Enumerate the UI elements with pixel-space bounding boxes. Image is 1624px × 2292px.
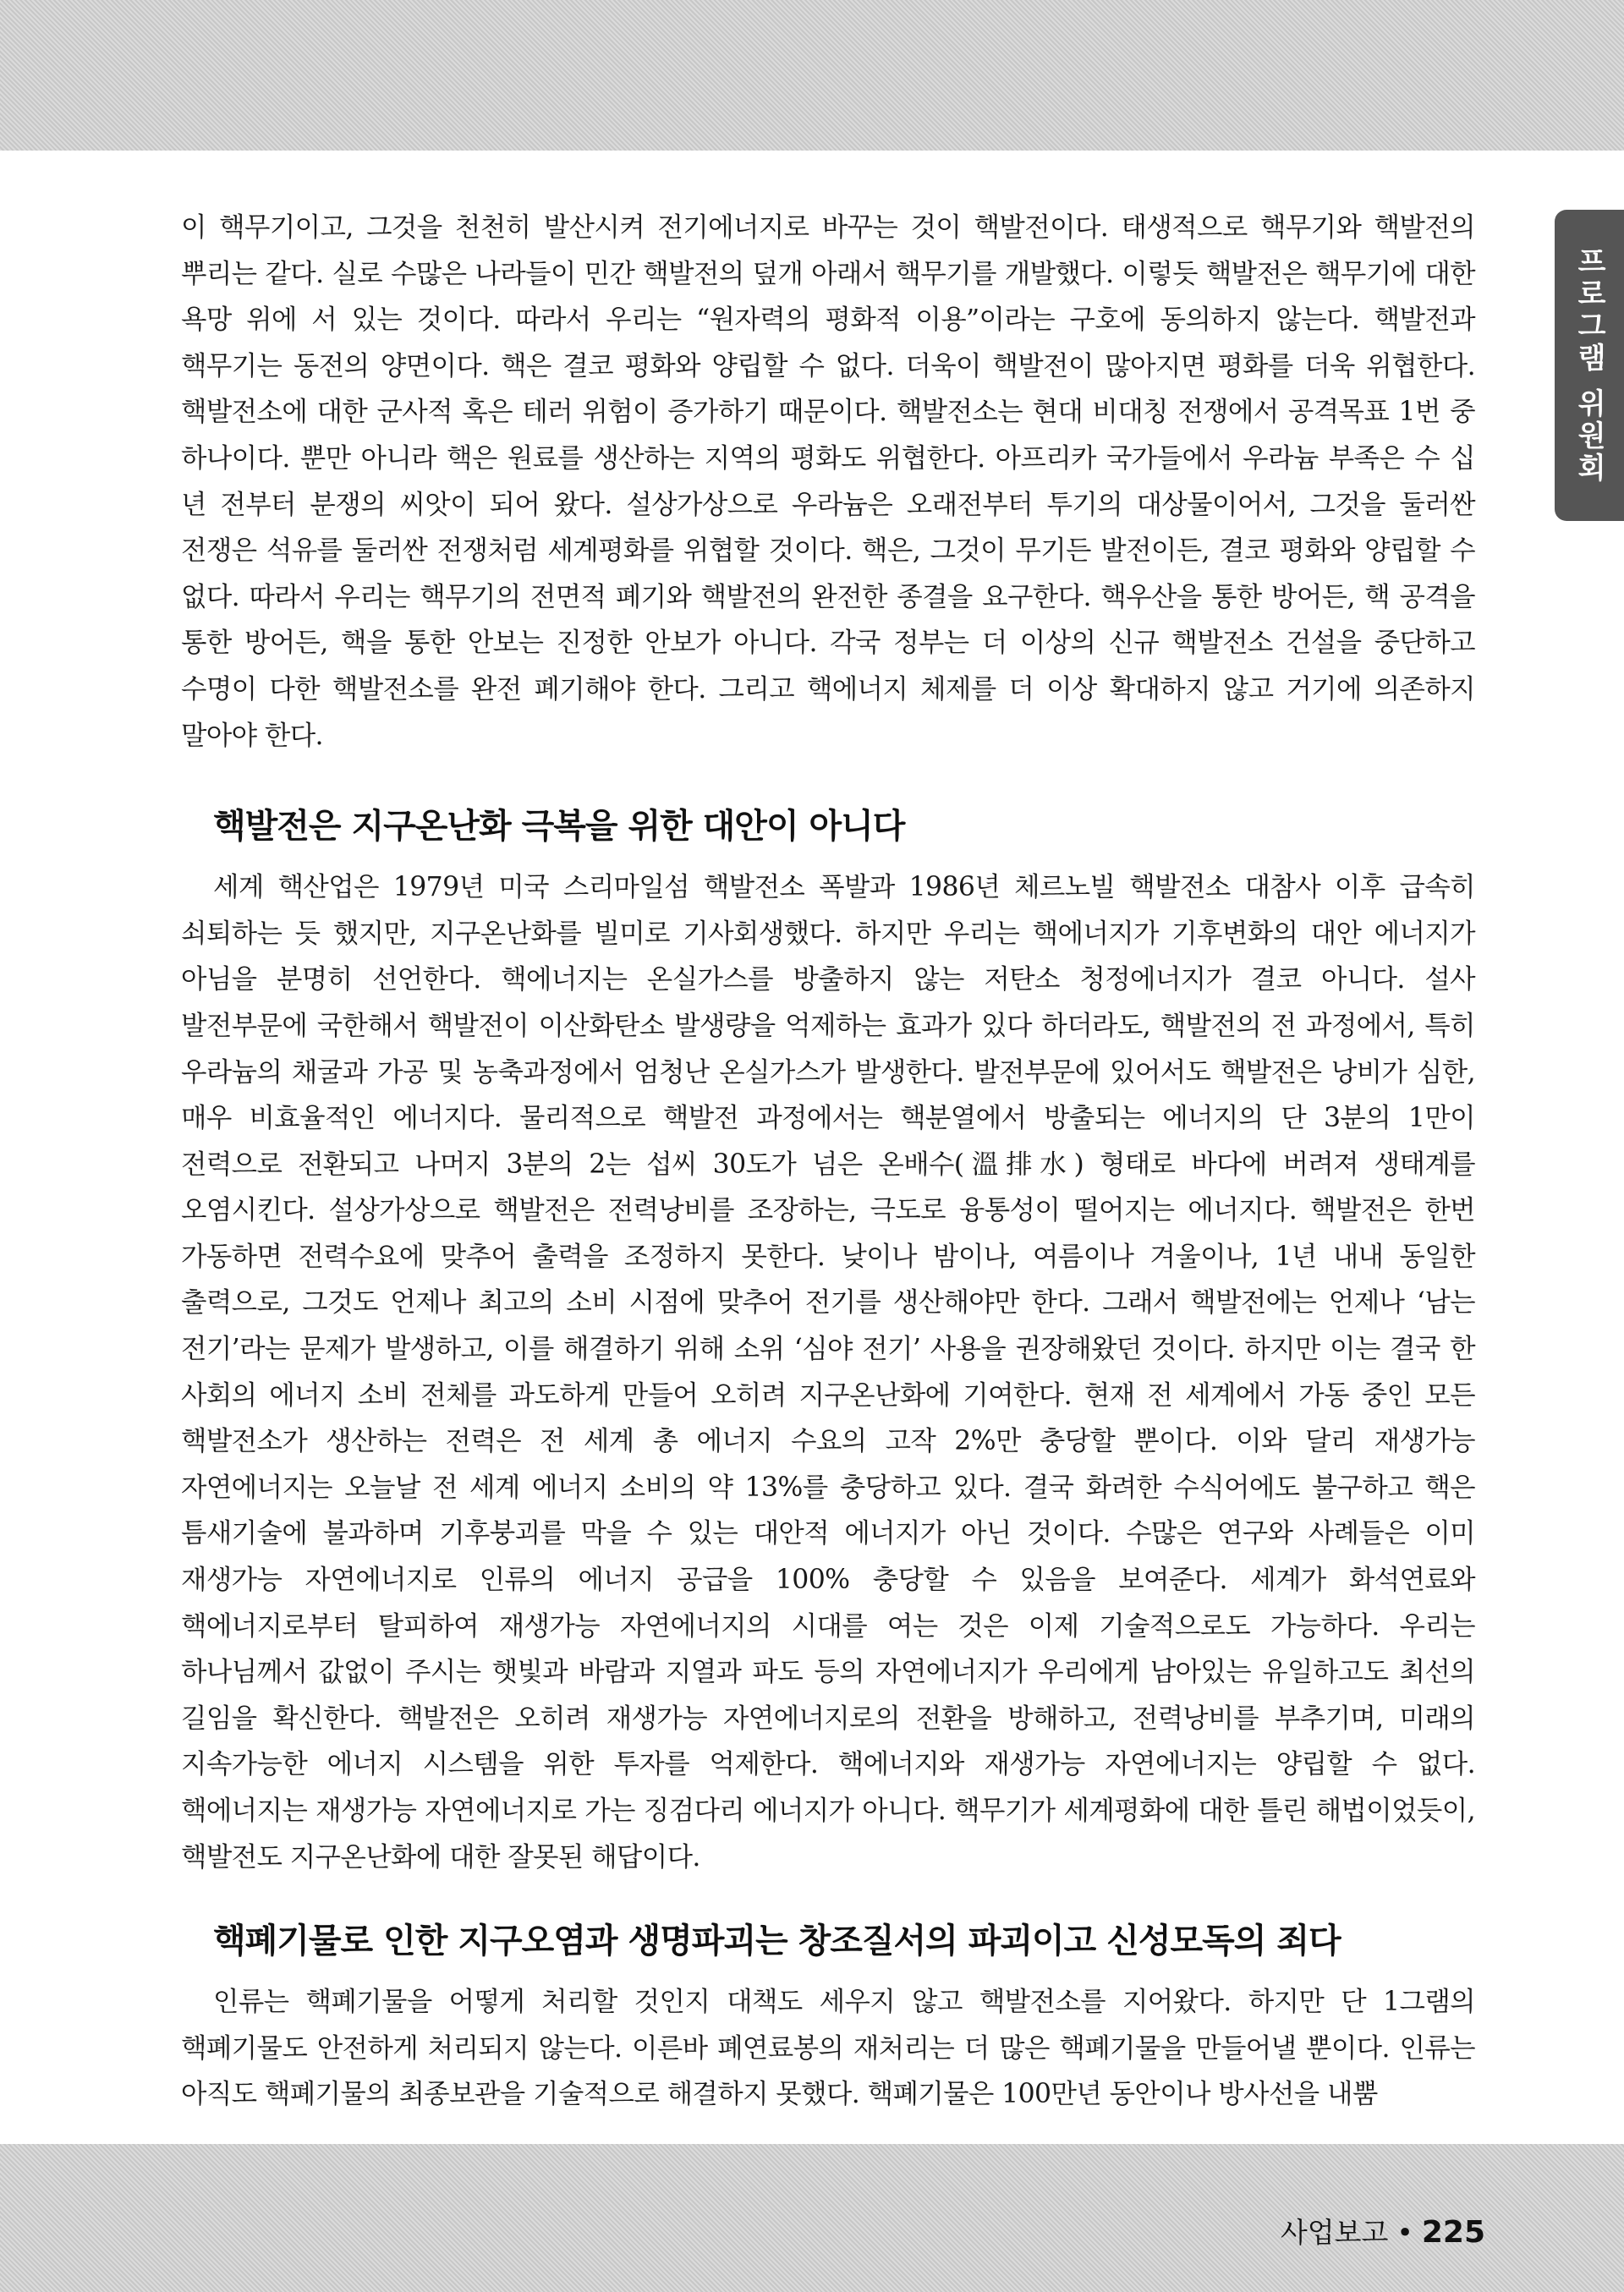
page-footer xyxy=(1184,2211,1485,2251)
section-tab-label: 프로그램 위원회 xyxy=(1572,246,1606,485)
body-paragraph-1: 이 핵무기이고, 그것을 천천히 발산시켜 전기에너지로 바꾸는 것이 핵발전이다. 태생적으로 핵무기와 핵발전의 뿌리는 같다. 실로 수많은 나라들이 민간 핵발전의 덮개 아래서 핵무기를 개발했다. 이렇듯 핵발전은 핵무기에 대한 욕망 위에 서 있는 것이다. 따라서 우리는 “원자력의 평화적 이용”이라는 구호에 동의하지 않는다. 핵발전과 핵무기는 동전의 양면이다. 핵은 결코 평화와 양립할 수 없다. 더욱이 핵발전이 많아지면 평화를 더욱 위협한다. 핵발전소에 대한 군사적 혹은 테러 위험이 증가하기 때문이다. 핵발전소는 현대 비대칭 전쟁에서 공격목표 1번 중 하나이다. 뿐만 아니라 핵은 원료를 생산하는 지역의 평화도 위협한다. 아프리카 국가들에서 우라늄 부족은 수 십 년 전부터 분쟁의 씨앗이 되어 왔다. 설상가상으로 우라늄은 오래전부터 투기의 대상물이어서, 그것을 둘러싼 전쟁은 석유를 둘러싼 전쟁처럼 세계평화를 위협할 것이다. 핵은, 그것이 무기든 발전이든, 결코 평화와 양립할 수 없다. 따라서 우리는 핵무기의 전면적 폐기와 핵발전의 완전한 종결을 요구한다. 핵우산을 통한 방어든, 핵 공격을 통한 방어든, 핵을 통한 안보는 진정한 안보가 아니다. 각국 정부는 더 이상의 신규 핵발전소 건설을 중단하고 수명이 다한 핵발전소를 완전 폐기해야 한다. 그리고 핵에너지 체제를 더 이상 확대하지 않고 거기에 의존하지 말아야 한다. xyxy=(181,212,1475,751)
body-paragraph-2: 세계 핵산업은 1979년 미국 스리마일섬 핵발전소 폭발과 1986년 체르노빌 핵발전소 대참사 이후 급속히 쇠퇴하는 듯 했지만, 지구온난화를 빌미로 기사회생했다. 하지만 우리는 핵에너지가 기후변화의 대안 에너지가 아님을 분명히 선언한다. 핵에너지는 온실가스를 방출하지 않는 저탄소 청정에너지가 결코 아니다. 설사 발전부문에 국한해서 핵발전이 이산화탄소 발생량을 억제하는 효과가 있다 하더라도, 핵발전의 전 과정에서, 특히 우라늄의 채굴과 가공 및 농축과정에서 엄청난 온실가스가 발생한다. 발전부문에 있어서도 핵발전은 낭비가 심한, 매우 비효율적인 에너지다. 물리적으로 핵발전 과정에서는 핵분열에서 방출되는 에너지의 단 3분의 1만이 전력으로 전환되고 나머지 3분의 2는 섭씨 30도가 넘은 온배수(溫排水) 형태로 바다에 버려져 생태계를 오염시킨다. 설상가상으로 핵발전은 전력낭비를 조장하는, 극도로 융통성이 떨어지는 에너지다. 핵발전은 한번 가동하면 전력수요에 맞추어 출력을 조정하지 못한다. 낮이나 밤이나, 여름이나 겨울이나, 1년 내내 동일한 출력으로, 그것도 언제나 최고의 소비 시점에 맞추어 전기를 생산해야만 한다. 그래서 핵발전에는 언제나 ‘남는 전기’라는 문제가 발생하고, 이를 해결하기 위해 소위 ‘심야 전기’ 사용을 권장해왔던 것이다. 하지만 이는 결국 한 사회의 에너지 소비 전체를 과도하게 만들어 오히려 지구온난화에 기여한다. 현재 전 세계에서 가동 중인 모든 핵발전소가 생산하는 전력은 전 세계 총 에너지 수요의 고작 2%만 충당할 뿐이다. 이와 달리 재생가능 자연에너지는 오늘날 전 세계 에너지 소비의 약 13%를 충당하고 있다. 결국 화려한 수식어에도 불구하고 핵은 틈새기술에 불과하며 기후붕괴를 막을 수 있는 대안적 에너지가 아닌 것이다. 수많은 연구와 사례들은 이미 재생가능 자연에너지로 인류의 에너지 공급을 100% 충당할 수 있음을 보여준다. 세계가 화석연료와 핵에너지로부터 탈피하여 재생가능 자연에너지의 시대를 여는 것은 이제 기술적으로도 가능하다. 우리는 하나님께서 값없이 주시는 햇빛과 바람과 지열과 파도 등의 자연에너지가 우리에게 남아있는 유일하고도 최선의 길임을 확신한다. 핵발전은 오히려 재생가능 자연에너지로의 전환을 방해하고, 전력낭비를 부추기며, 미래의 지속가능한 에너지 시스템을 위한 투자를 억제한다. 핵에너지와 재생가능 자연에너지는 양립할 수 없다. 핵에너지는 재생가능 자연에너지로 가는 징검다리 에너지가 아니다. 핵무기가 세계평화에 대한 틀린 해법이었듯이, 핵발전도 지구온난화에 대한 잘못된 해답이다. xyxy=(181,872,1475,1873)
body-paragraph-3: 인류는 핵폐기물을 어떻게 처리할 것인지 대책도 세우지 않고 핵발전소를 지어왔다. 하지만 단 1그램의 핵폐기물도 안전하게 처리되지 않는다. 이른바 폐연료봉의 재처리는 더 많은 핵폐기물을 만들어낼 뿐이다. 인류는 아직도 핵폐기물의 최종보관을 기술적으로 해결하지 못했다. 핵폐기물은 100만년 동안이나 방사선을 내뿜 xyxy=(181,1987,1475,2110)
section-tab xyxy=(1555,210,1624,521)
footer-label: 사업보고 xyxy=(1280,2216,1389,2249)
page-body xyxy=(181,205,1475,2118)
section-heading-2: 핵폐기물로 인한 지구오염과 생명파괴는 창조질서의 파괴이고 신성모독의 죄다 xyxy=(213,1922,1341,1961)
section-heading-1: 핵발전은 지구온난화 극복을 위한 대안이 아니다 xyxy=(213,807,905,847)
footer-separator: • xyxy=(1396,2216,1413,2249)
page-number: 225 xyxy=(1421,2215,1485,2250)
top-band xyxy=(0,0,1624,151)
